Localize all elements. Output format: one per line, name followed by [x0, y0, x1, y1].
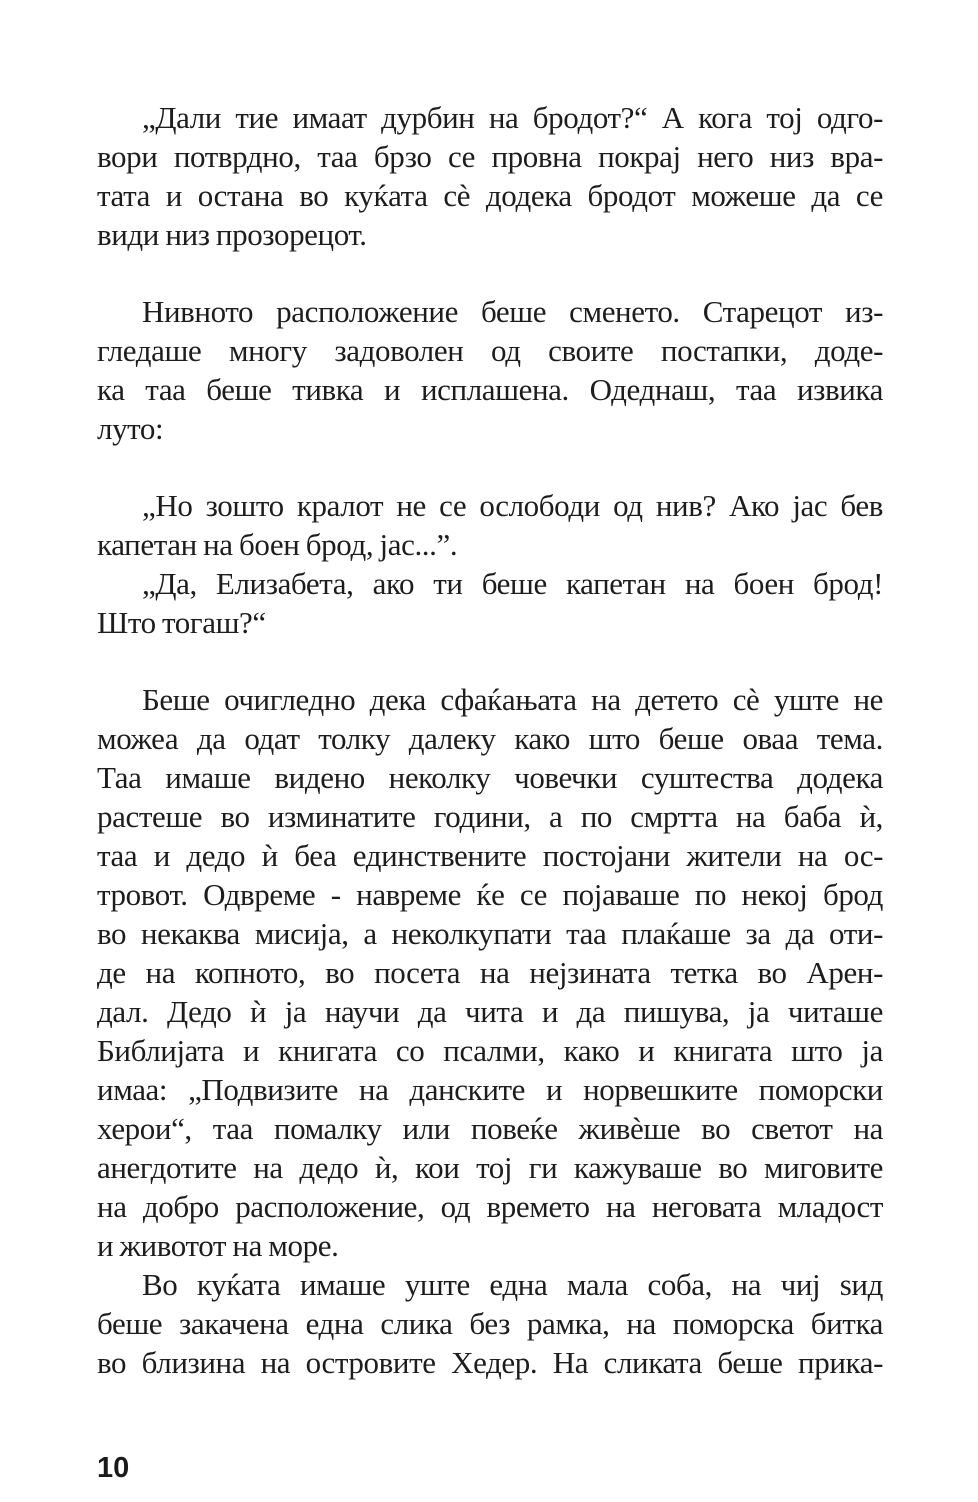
- text-line: дал. Дедо ѝ ја научи да чита и да пишува, ја читаше: [97, 994, 883, 1029]
- paragraph: [97, 486, 883, 564]
- text-line: вори потврдно, таа брзо се провна покрај него низ вра-: [97, 139, 883, 174]
- text-line: и животот на море.: [97, 1228, 339, 1263]
- text-line: Таа имаше видено неколку човечки суштества додека: [97, 760, 883, 795]
- text-line: анегдотите на дедо ѝ, кои тој ги кажуваше во миговите: [97, 1150, 883, 1185]
- text-line: тровот. Одвреме - навреме ќе се појаваше по некој брод: [97, 877, 883, 912]
- page-number: 10: [97, 1452, 130, 1484]
- text-line: во близина на островите Хедер. На сликата беше прика-: [97, 1345, 883, 1380]
- text-line: тата и остана во куќата сѐ додека бродот можеше да се: [97, 178, 883, 213]
- text-line: ка таа беше тивка и исплашена. Одеднаш, таа извика: [97, 372, 883, 407]
- text-line: Беше очигледно дека сфаќањата на детето сѐ уште не: [142, 682, 883, 717]
- text-line: таа и дедо ѝ беа единствените постојани жители на ос-: [97, 838, 883, 873]
- text-line: Библијата и книгата со псалми, како и книгата што ја: [97, 1033, 883, 1068]
- text-line: имаа: „Подвизите на данските и норвешките поморски: [97, 1072, 883, 1107]
- text-block: [97, 98, 883, 1382]
- text-line: „Но зошто кралот не се ослободи од нив? Ако јас бев: [142, 488, 883, 523]
- paragraph: [97, 564, 883, 642]
- text-line: де на копното, во посета на нејзината тетка во Арен-: [97, 955, 883, 990]
- text-line: види низ прозорецот.: [97, 217, 367, 252]
- text-line: капетан на боен брод, јас...”.: [97, 527, 458, 562]
- text-line: херои“, таа помалку или повеќе живѐше во светот на: [97, 1111, 883, 1146]
- text-line: Во куќата имаше уште една мала соба, на чиј ѕид: [142, 1267, 883, 1302]
- text-line: во некаква мисија, а неколкупати таа плаќаше за да оти-: [97, 916, 883, 951]
- text-line: Нивното расположение беше сменето. Старецот из-: [142, 294, 883, 329]
- text-line: „Дали тие имаат дурбин на бродот?“ А кога тој одго-: [142, 100, 883, 135]
- text-line: „Да, Елизабета, ако ти беше капетан на боен брод!: [142, 566, 883, 601]
- text-line: растеше во изминатите години, а по смртта на баба ѝ,: [97, 799, 883, 834]
- text-line: можеа да одат толку далеку како што беше оваа тема.: [97, 721, 883, 756]
- text-line: на добро расположение, од времето на неговата младост: [97, 1189, 883, 1224]
- text-line: Што тогаш?“: [97, 605, 266, 640]
- text-line: гледаше многу задоволен од своите постапки, доде-: [97, 333, 883, 368]
- paragraph: [97, 1265, 883, 1382]
- text-line: луто:: [97, 411, 164, 446]
- text-line: беше закачена една слика без рамка, на поморска битка: [97, 1306, 883, 1341]
- paragraph: [97, 292, 883, 448]
- paragraph: [97, 680, 883, 1265]
- paragraph: [97, 98, 883, 254]
